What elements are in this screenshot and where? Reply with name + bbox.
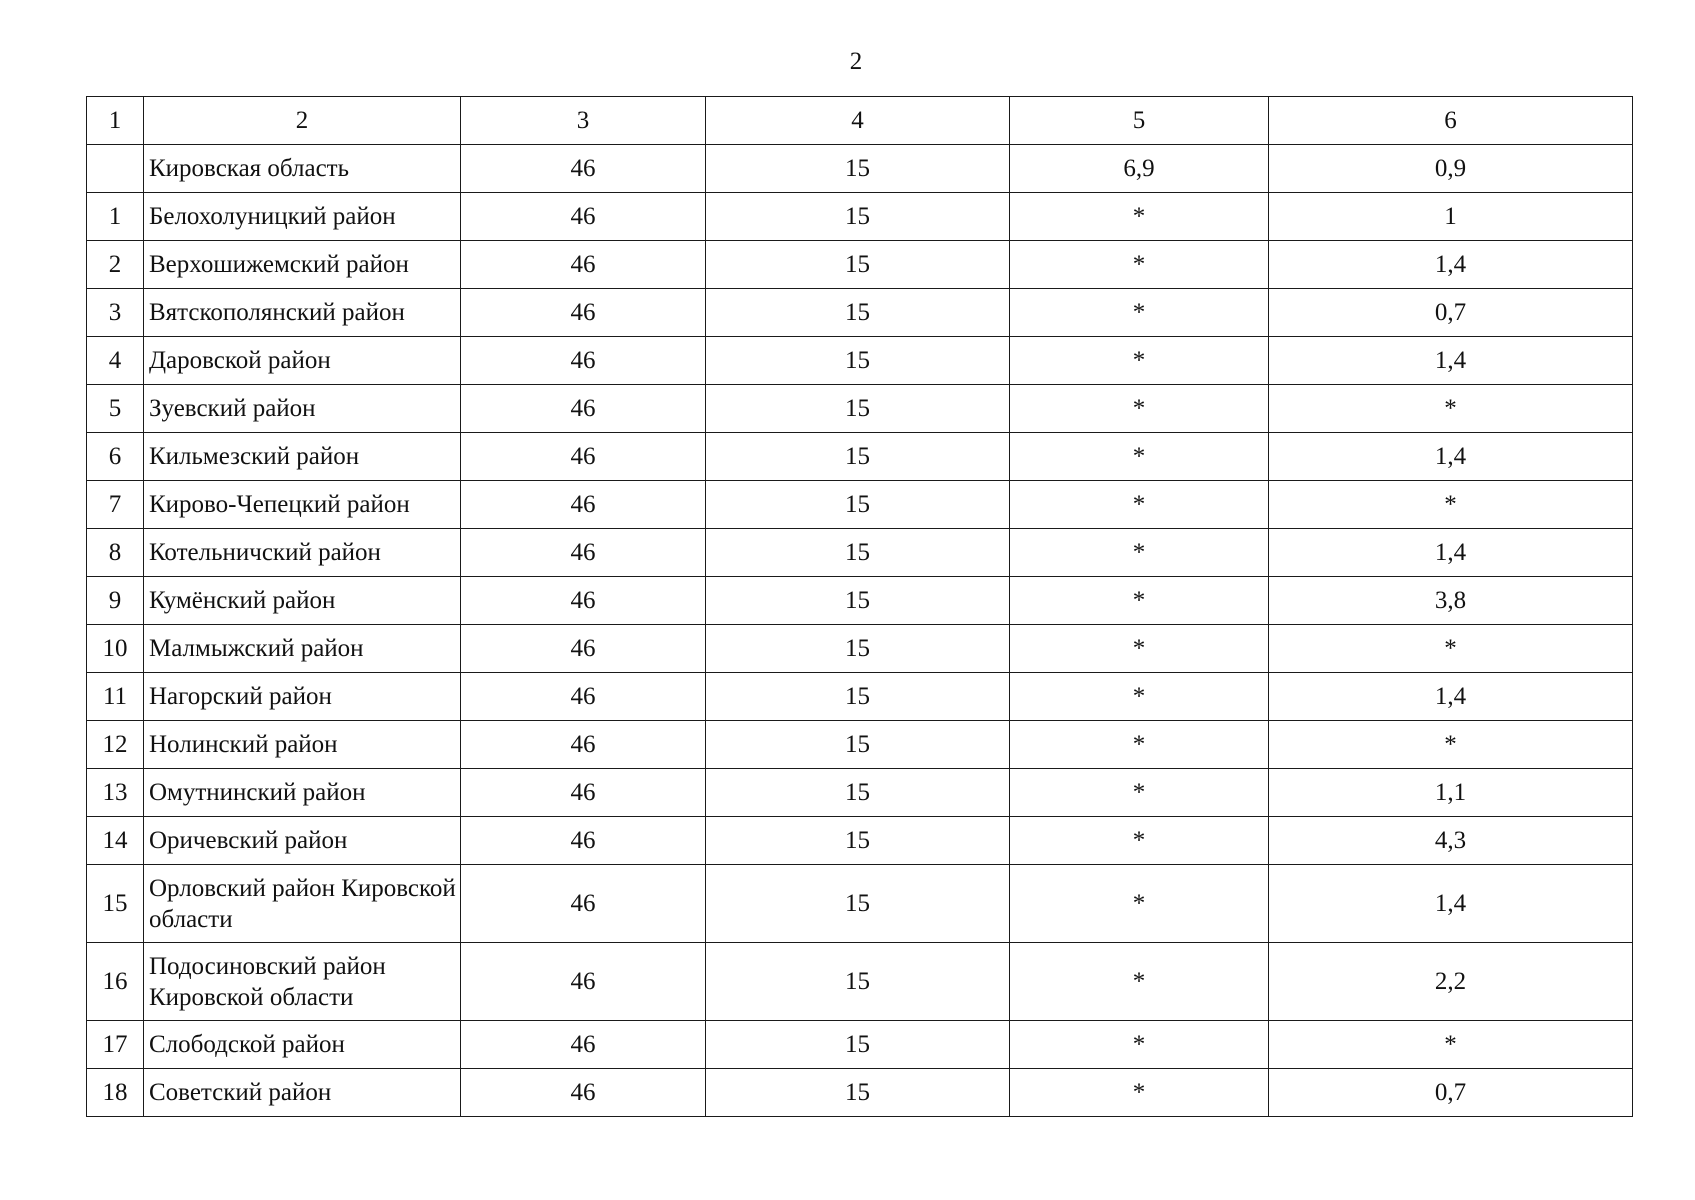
col4-value-cell: 15 (706, 337, 1010, 385)
row-number-cell: 15 (87, 865, 144, 943)
col4-value-cell: 15 (706, 1069, 1010, 1117)
col5-value-cell: * (1010, 193, 1269, 241)
row-number-cell (87, 145, 144, 193)
table-row (87, 337, 1633, 385)
table-row (87, 769, 1633, 817)
header-cell-2: 2 (144, 97, 461, 145)
row-number-cell: 16 (87, 943, 144, 1021)
col4-value-cell: 15 (706, 769, 1010, 817)
row-number-cell: 17 (87, 1021, 144, 1069)
col3-value-cell: 46 (461, 193, 706, 241)
col6-value-cell: 1,4 (1269, 337, 1633, 385)
district-name-cell: Вятскополянский район (144, 289, 461, 337)
row-number-cell: 6 (87, 433, 144, 481)
row-number-cell: 3 (87, 289, 144, 337)
table-row (87, 943, 1633, 1021)
table-row (87, 721, 1633, 769)
col3-value-cell: 46 (461, 577, 706, 625)
col6-value-cell: 1,4 (1269, 673, 1633, 721)
col5-value-cell: * (1010, 1021, 1269, 1069)
col3-value-cell: 46 (461, 145, 706, 193)
col4-value-cell: 15 (706, 625, 1010, 673)
table-row (87, 145, 1633, 193)
table-row (87, 289, 1633, 337)
col3-value-cell: 46 (461, 1021, 706, 1069)
col3-value-cell: 46 (461, 433, 706, 481)
col6-value-cell: 1,4 (1269, 241, 1633, 289)
row-number-cell: 11 (87, 673, 144, 721)
district-name-cell: Малмыжский район (144, 625, 461, 673)
row-number-cell: 5 (87, 385, 144, 433)
row-number-cell: 10 (87, 625, 144, 673)
col5-value-cell: * (1010, 433, 1269, 481)
row-number-cell: 8 (87, 529, 144, 577)
col3-value-cell: 46 (461, 625, 706, 673)
col3-value-cell: 46 (461, 385, 706, 433)
col6-value-cell: 1 (1269, 193, 1633, 241)
district-name-cell: Нагорский район (144, 673, 461, 721)
col5-value-cell: * (1010, 481, 1269, 529)
col5-value-cell: 6,9 (1010, 145, 1269, 193)
col5-value-cell: * (1010, 721, 1269, 769)
col3-value-cell: 46 (461, 481, 706, 529)
header-cell-5: 5 (1010, 97, 1269, 145)
col4-value-cell: 15 (706, 673, 1010, 721)
header-cell-6: 6 (1269, 97, 1633, 145)
col5-value-cell: * (1010, 625, 1269, 673)
col3-value-cell: 46 (461, 241, 706, 289)
header-cell-1: 1 (87, 97, 144, 145)
district-name-cell: Котельничский район (144, 529, 461, 577)
table-body (87, 97, 1633, 1117)
col6-value-cell: 0,7 (1269, 1069, 1633, 1117)
table-row (87, 385, 1633, 433)
col6-value-cell: * (1269, 481, 1633, 529)
header-cell-3: 3 (461, 97, 706, 145)
table-row (87, 241, 1633, 289)
col4-value-cell: 15 (706, 193, 1010, 241)
col3-value-cell: 46 (461, 943, 706, 1021)
col6-value-cell: 1,4 (1269, 529, 1633, 577)
col4-value-cell: 15 (706, 145, 1010, 193)
district-name-cell: Зуевский район (144, 385, 461, 433)
col6-value-cell: 1,4 (1269, 433, 1633, 481)
col3-value-cell: 46 (461, 721, 706, 769)
col5-value-cell: * (1010, 289, 1269, 337)
table-row (87, 193, 1633, 241)
col5-value-cell: * (1010, 817, 1269, 865)
district-name-cell: Кильмезский район (144, 433, 461, 481)
header-row (87, 97, 1633, 145)
row-number-cell: 18 (87, 1069, 144, 1117)
district-name-cell: Нолинский район (144, 721, 461, 769)
col3-value-cell: 46 (461, 1069, 706, 1117)
col4-value-cell: 15 (706, 385, 1010, 433)
row-number-cell: 13 (87, 769, 144, 817)
col4-value-cell: 15 (706, 433, 1010, 481)
col4-value-cell: 15 (706, 817, 1010, 865)
table-row (87, 1021, 1633, 1069)
district-name-cell: Верхошижемский район (144, 241, 461, 289)
col4-value-cell: 15 (706, 289, 1010, 337)
col3-value-cell: 46 (461, 769, 706, 817)
col5-value-cell: * (1010, 865, 1269, 943)
row-number-cell: 1 (87, 193, 144, 241)
col4-value-cell: 15 (706, 721, 1010, 769)
district-name-cell: Кирово-Чепецкий район (144, 481, 461, 529)
district-name-cell: Советский район (144, 1069, 461, 1117)
data-table (86, 96, 1633, 1117)
col6-value-cell: * (1269, 625, 1633, 673)
row-number-cell: 2 (87, 241, 144, 289)
district-name-cell: Белохолуницкий район (144, 193, 461, 241)
col6-value-cell: 2,2 (1269, 943, 1633, 1021)
col5-value-cell: * (1010, 673, 1269, 721)
col3-value-cell: 46 (461, 289, 706, 337)
col4-value-cell: 15 (706, 943, 1010, 1021)
col6-value-cell: * (1269, 721, 1633, 769)
page-number: 2 (849, 48, 863, 75)
district-name-cell: Слободской район (144, 1021, 461, 1069)
district-name-cell: Даровской район (144, 337, 461, 385)
row-number-cell: 9 (87, 577, 144, 625)
table-row (87, 433, 1633, 481)
row-number-cell: 14 (87, 817, 144, 865)
col5-value-cell: * (1010, 577, 1269, 625)
table-row (87, 481, 1633, 529)
col4-value-cell: 15 (706, 529, 1010, 577)
col6-value-cell: 1,1 (1269, 769, 1633, 817)
col6-value-cell: * (1269, 385, 1633, 433)
district-name-cell: Орловский район Кировской области (144, 865, 461, 943)
col5-value-cell: * (1010, 241, 1269, 289)
col4-value-cell: 15 (706, 865, 1010, 943)
table-row (87, 625, 1633, 673)
col5-value-cell: * (1010, 385, 1269, 433)
col5-value-cell: * (1010, 1069, 1269, 1117)
col3-value-cell: 46 (461, 337, 706, 385)
table-row (87, 577, 1633, 625)
col4-value-cell: 15 (706, 1021, 1010, 1069)
col3-value-cell: 46 (461, 529, 706, 577)
col3-value-cell: 46 (461, 865, 706, 943)
col6-value-cell: 0,7 (1269, 289, 1633, 337)
district-name-cell: Омутнинский район (144, 769, 461, 817)
col4-value-cell: 15 (706, 481, 1010, 529)
district-name-cell: Кировская область (144, 145, 461, 193)
col5-value-cell: * (1010, 337, 1269, 385)
col6-value-cell: 1,4 (1269, 865, 1633, 943)
row-number-cell: 4 (87, 337, 144, 385)
row-number-cell: 7 (87, 481, 144, 529)
header-cell-4: 4 (706, 97, 1010, 145)
col3-value-cell: 46 (461, 817, 706, 865)
table-row (87, 865, 1633, 943)
col6-value-cell: 3,8 (1269, 577, 1633, 625)
col6-value-cell: * (1269, 1021, 1633, 1069)
row-number-cell: 12 (87, 721, 144, 769)
col5-value-cell: * (1010, 943, 1269, 1021)
col5-value-cell: * (1010, 769, 1269, 817)
table-row (87, 1069, 1633, 1117)
district-name-cell: Кумёнский район (144, 577, 461, 625)
district-name-cell: Оричевский район (144, 817, 461, 865)
col4-value-cell: 15 (706, 577, 1010, 625)
col3-value-cell: 46 (461, 673, 706, 721)
district-name-cell: Подосиновский район Кировской области (144, 943, 461, 1021)
col5-value-cell: * (1010, 529, 1269, 577)
table-row (87, 529, 1633, 577)
col6-value-cell: 4,3 (1269, 817, 1633, 865)
table-row (87, 817, 1633, 865)
table-row (87, 673, 1633, 721)
col4-value-cell: 15 (706, 241, 1010, 289)
col6-value-cell: 0,9 (1269, 145, 1633, 193)
